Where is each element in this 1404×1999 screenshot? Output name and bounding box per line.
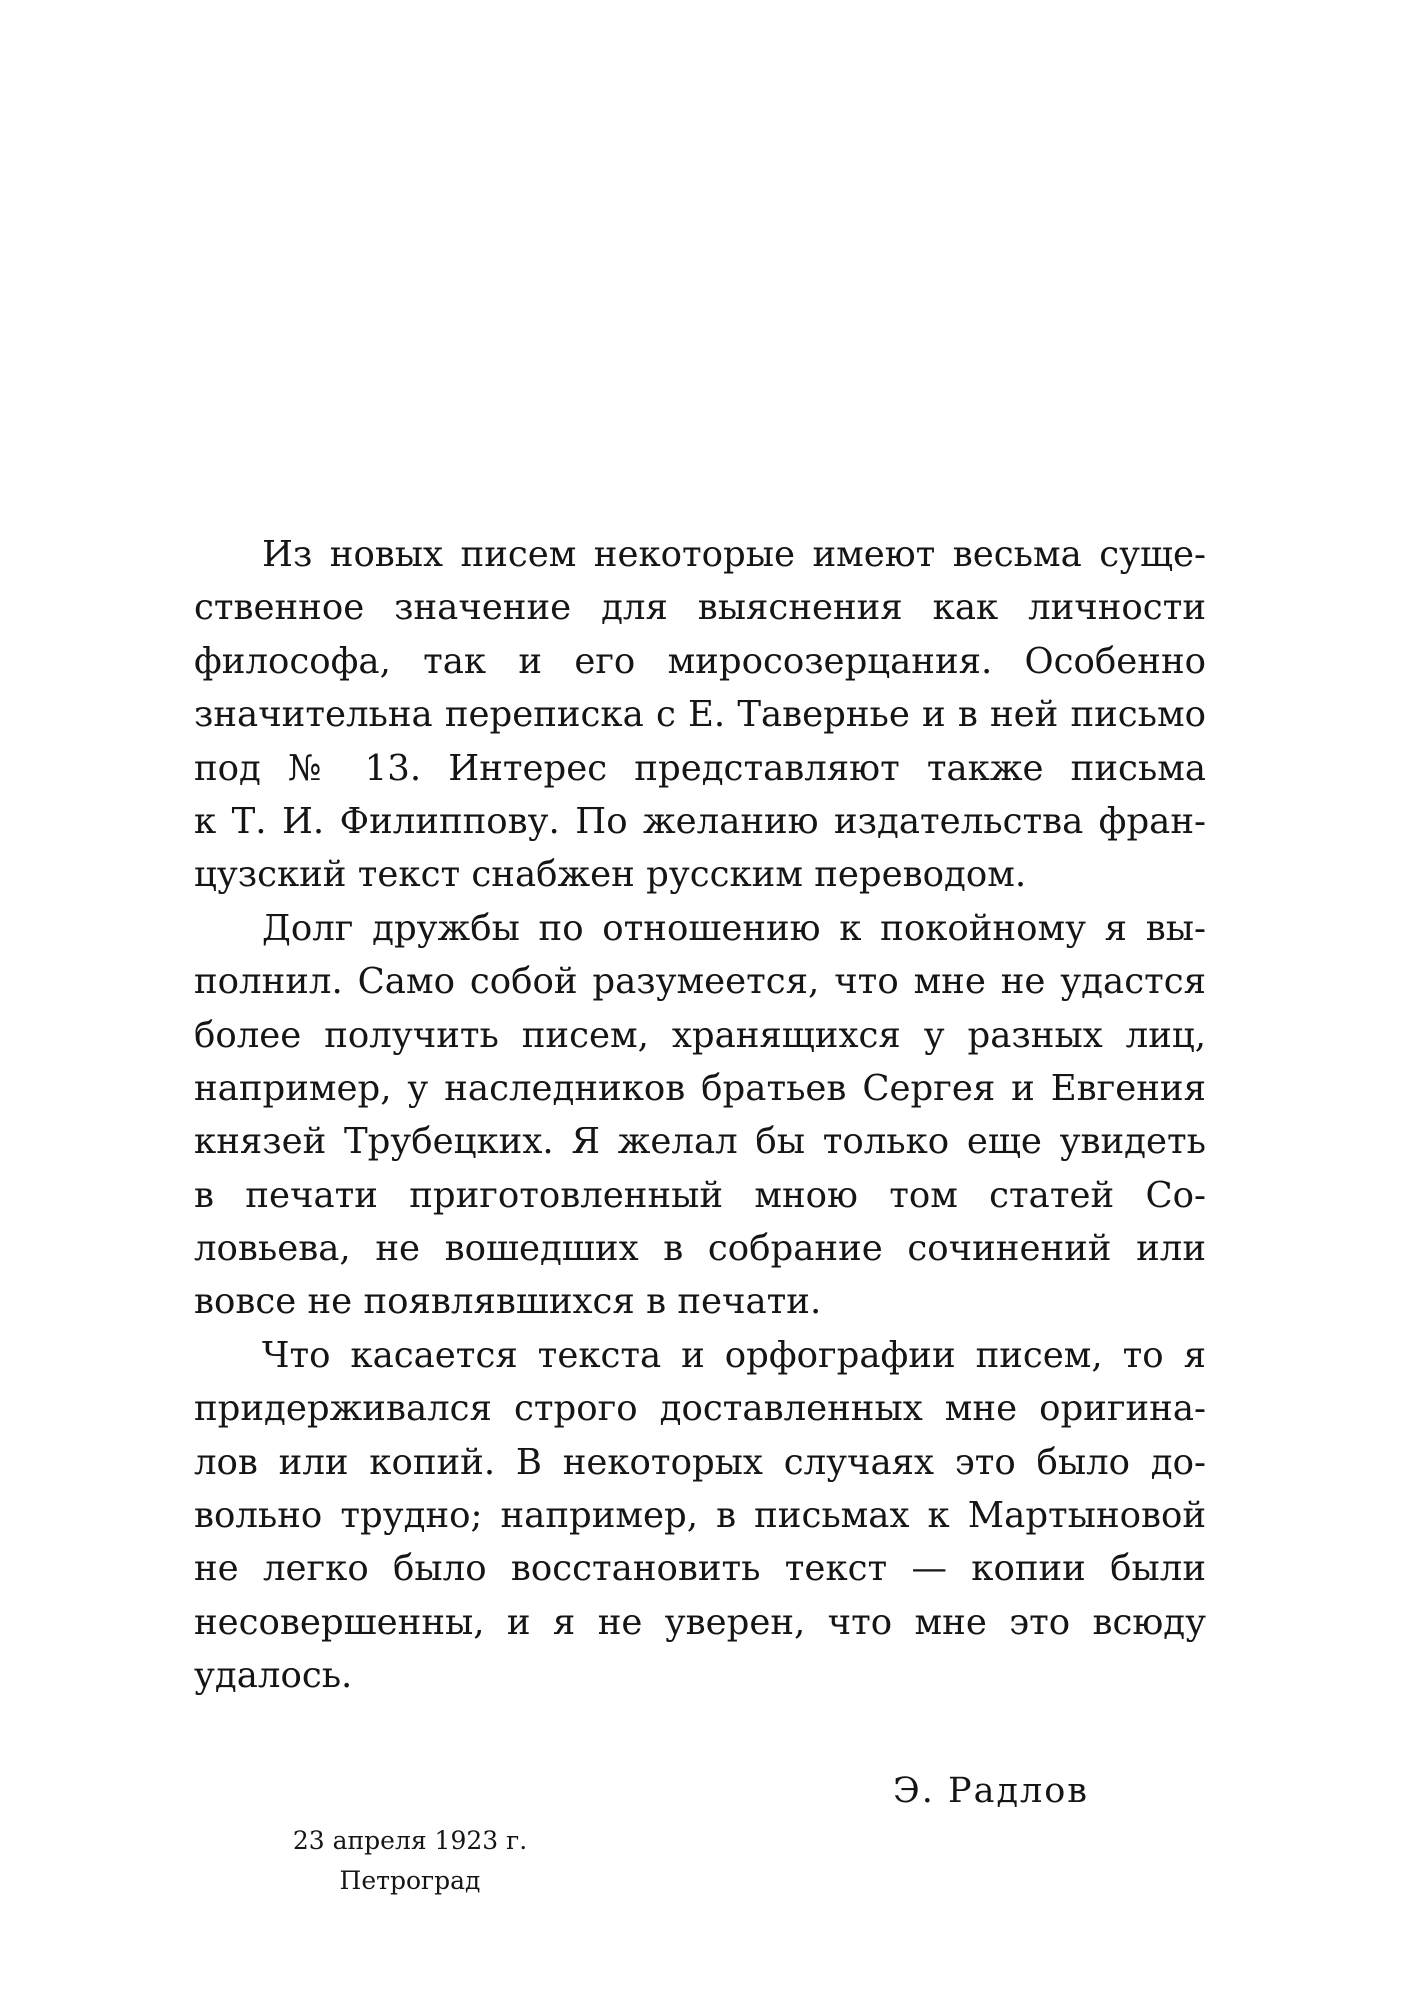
place-line: Петроград: [339, 1866, 481, 1895]
text-line: Долг дружбы по отношению к покойному я вы-: [262, 907, 1206, 949]
text-line: несовершенны, и я не уверен, что мне это всюду: [194, 1601, 1206, 1643]
paragraph-2: [194, 902, 1206, 1329]
text-line: ственное значение для выяснения как личности: [194, 587, 1206, 629]
text-line: князей Трубецких. Я желал бы только еще увидеть: [194, 1121, 1206, 1163]
text-line: не легко было восстановить текст — копии были: [194, 1548, 1206, 1590]
text-line: цузский текст снабжен русским переводом.: [194, 854, 1027, 896]
text-line: придерживался строго доставленных мне оригина-: [194, 1388, 1206, 1430]
paragraph-3: [194, 1329, 1206, 1703]
text-line: удалось.: [194, 1655, 353, 1697]
preface-text: [194, 528, 1206, 1703]
text-line: полнил. Само собой разумеется, что мне не удастся: [194, 961, 1206, 1003]
text-line: философа, так и его миросозерцания. Особенно: [194, 640, 1206, 682]
text-line: вовсе не появлявшихся в печати.: [194, 1281, 822, 1323]
text-line: ловьева, не вошедших в собрание сочинений или: [194, 1228, 1206, 1270]
text-line: значительна переписка с Е. Тавернье и в ней письмо: [194, 694, 1206, 736]
text-line: более получить писем, хранящихся у разных лиц,: [194, 1014, 1206, 1056]
date-line: 23 апреля 1923 г.: [292, 1826, 528, 1855]
text-line: под № 13. Интерес представляют также письма: [194, 747, 1206, 789]
date-place-block: [270, 1821, 550, 1901]
text-line: например, у наследников братьев Сергея и Евгения: [194, 1067, 1206, 1109]
paragraph-1: [194, 528, 1206, 902]
text-line: к Т. И. Филиппову. По желанию издательства фран-: [194, 800, 1206, 842]
text-line: лов или копий. В некоторых случаях это было до-: [194, 1441, 1206, 1483]
text-line: Из новых писем некоторые имеют весьма суще-: [262, 534, 1206, 575]
text-line: вольно трудно; например, в письмах к Мартыновой: [194, 1495, 1206, 1537]
author-signature: Э. Радлов: [893, 1771, 1090, 1811]
text-line: в печати приготовленный мною том статей Со-: [194, 1174, 1206, 1216]
text-line: Что касается текста и орфографии писем, то я: [262, 1334, 1206, 1376]
